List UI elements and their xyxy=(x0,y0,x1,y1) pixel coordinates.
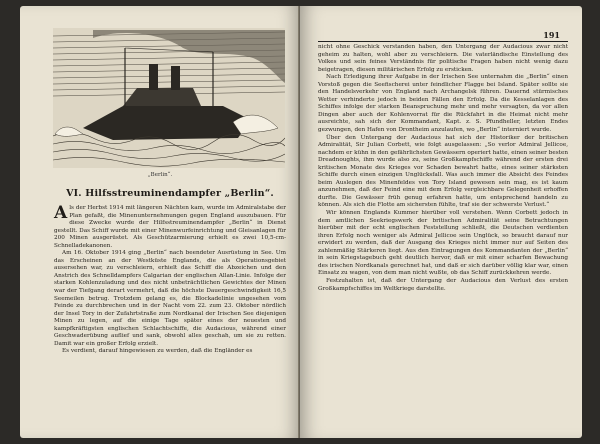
illustration-caption: „Berlin“. xyxy=(147,172,173,178)
paragraph-text: ls der Herbst 1914 mit längeren Nächten kam, wurde im Admiralstabe der Plan gefaßt, die Minenunternehmungen gegen England auszubauen. Für diese Zwecke wurde der Hilfsstreuminendampfer „Berlin“ in Dienst gestellt. Das Schiff wurde mit einer Minenwurfeinrichtung und Gleisanlagen für 200 Minen ausgerüstet. Als Geschützarmierung erhielt es zwei 10,5-cm-Schnelladekanonen. xyxy=(54,205,286,249)
page-number: 191 xyxy=(543,30,560,40)
drop-initial: A xyxy=(54,203,68,223)
header-rule xyxy=(318,41,568,42)
left-body-text xyxy=(54,205,286,356)
ship-illustration xyxy=(53,28,285,168)
paragraph: Es verdient, darauf hingewiesen zu werden, daß die Engländer es xyxy=(62,348,253,355)
right-body-text xyxy=(318,44,568,293)
left-page xyxy=(20,6,300,438)
paragraph: Wir können Englands Kummer hierüber voll verstehen. Wenn Corbett jedoch in dem amtlichen Seekriegswerk der britischen Admiralität seine Betrachtungen hierüber mit der echt englischen Feststellung schließt, die Deutschen verdienten ihren Erfolg noch weniger als Admiral Jellicoe sein Unglück, so braucht darauf nur erwidert zu werden, daß der Ausgang des Krieges nicht immer nur auf Seiten des zahlenmäßig Stärkeren liegt. Aus den Eintragungen des Kommandanten der „Berlin“ in sein Kriegstagebuch geht deutlich hervor, daß er mit einer scharfen Bewachung des irischen Nordkanals gerechnet hat, und daß er sich darüber völlig klar war, einen Einsatz zu wagen, von dem man nicht wußte, ob das Schiff zurückkehren werde. xyxy=(318,210,568,277)
paragraph: Über den Untergang der Audacious hat sich der Historiker der britischen Admiralität, Sir Julian Corbett, wie folgt ausgelassen: „So verlor Admiral Jellicoe, nachdem er kühn in den gefährlichsten Gewässern operiert hatte, einen seiner besten Dreadnoughts, ihm wurde also zu, seine Großkampfschiffe während der ersten drei kritischen Monate des Krieges vor Schaden bewahrt hatte, eines seiner stärksten Schiffe durch einen einzigen Unglücksfall. Was auch immer die Absicht des Feindes beim Auslegen des Minenfeldes von Tory Island gewesen sein mag, es ist kaum anzunehmen, daß der Feind eine mit dem Erfolg vergleichbare Gelegenheit erhoffen durfte. Die Gewässer früh genug erfahren hatte, um entsprechend handeln zu können. Als sich die Flotte am sichersten fühlte, traf sie der schwerste Verlust.“ xyxy=(318,134,568,209)
paragraph: Nach Erledigung ihrer Aufgabe in der Irischen See unternahm die „Berlin“ einen Vorstoß gegen die Seefischerei unter feindlicher Flagge bei Island. Später sollte sie den Handelsverkehr von England nach Archangelsk führen. Dauernd stürmisches Wetter verhinderte jedoch in beiden Fällen den Erfolg. Da die Kesselanlagen des Schiffes infolge der starken Beanspruchung mehr und mehr versagten, da vor allen Dingen aber auch der Kohlenvorrat für die Rückfahrt in die Heimat nicht mehr ausreichte, sah sich der Kommandant, Kapt. z. S. Pfundheller, letzten Endes gezwungen, den Hafen von Drontheim anzulaufen, wo „Berlin“ interniert wurde. xyxy=(318,74,568,134)
paragraph: Festzuhalten ist, daß der Untergang der Audacious den Verlust des ersten Großkampfschiffes im Weltkriege darstellte. xyxy=(318,277,568,292)
paragraph: Am 16. Oktober 1914 ging „Berlin“ nach beendeter Ausrüstung in See. Um das Erscheinen an der Westküste Englands, die als Operationsgebiet ausersehen war, zu verschleiern, erhielt das Schiff die Abzeichen und den Anstrich des Schnelldampfers Calgarian der englischen Allan-Linie. Infolge der starken Kohlenzuladung und des nicht unbeträchtlichen Gewichtes der Minen war der Tiefgang derart vermehrt, daß die höchste Dauergeschwindigkeit 16,5 Seemeilen betrug. Trotzdem gelang es, die Blockadelinie ungesehen vom Feinde zu durchbrechen und in der Nacht vom 22. zum 23. Oktober nördlich der Insel Tory in der Zufahrtstraße zum Nordkanal der Irischen See diejenigen Minen zu legen, auf die einige Tage später eines der neuesten und kampfkräftigsten englischen Schlachtschiffe, die Audacious, während einer Geschwaderübung auflief und sank, obwohl alles geschah, um sie zu retten. Damit war ein großer Erfolg erzielt. xyxy=(54,250,286,347)
chapter-heading: VI. Hilfsstreuminendampfer „Berlin“. xyxy=(66,188,274,199)
paragraph: nicht ohne Geschick verstanden haben, den Untergang der Audacious zwar nicht geheim zu halten, wohl aber zu verschleiern. Die vaterländische Einstellung des Volkes und sein feines Verständnis für politische Fragen haben nicht wenig dazu beigetragen, diesen militärischen Erfolg zu ersticken. xyxy=(318,44,568,73)
right-page xyxy=(300,6,582,438)
paragraph xyxy=(54,205,286,250)
